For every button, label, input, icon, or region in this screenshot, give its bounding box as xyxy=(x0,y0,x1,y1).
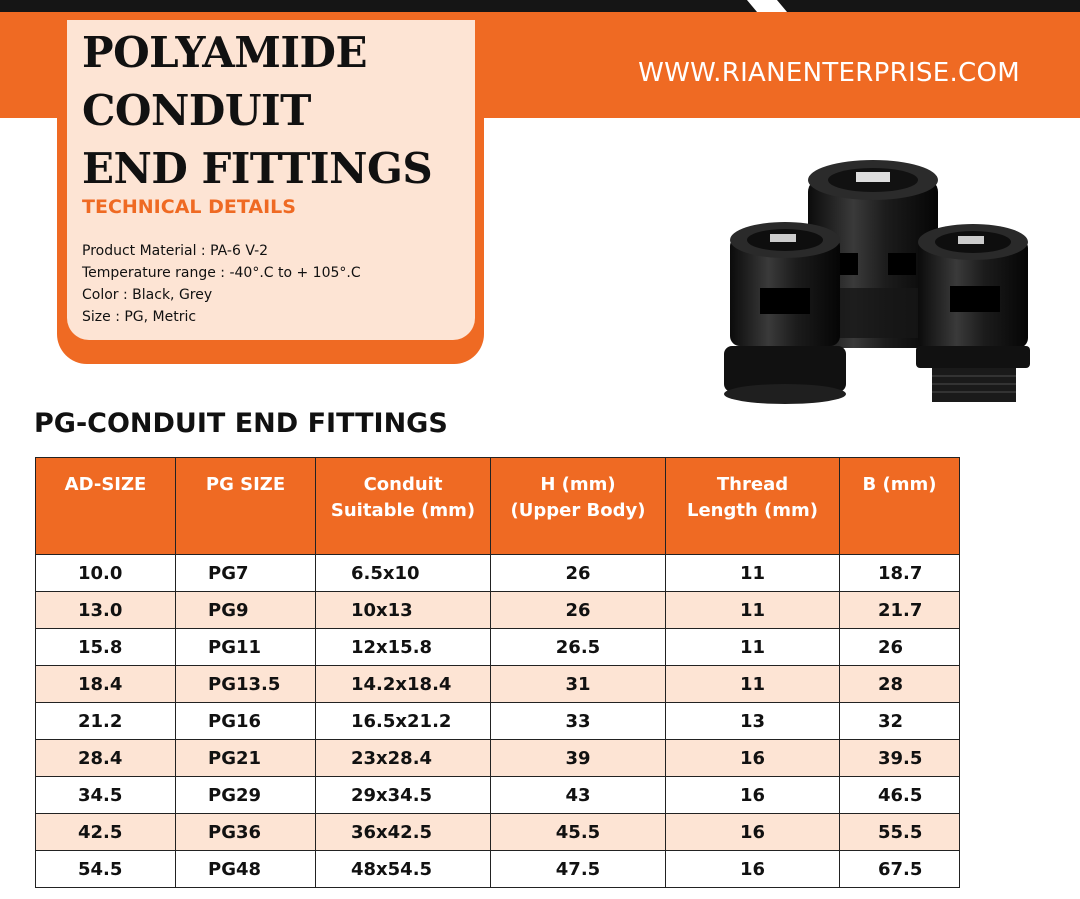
cell-conduit-suitable: 16.5x21.2 xyxy=(316,703,491,740)
col-header-pg-size: PG SIZE xyxy=(176,458,316,555)
spec-temperature: Temperature range : -40°.C to + 105°.C xyxy=(82,265,361,281)
cell-pg-size: PG16 xyxy=(176,703,316,740)
cell-h-mm: 43 xyxy=(491,777,666,814)
cell-thread-length: 13 xyxy=(666,703,840,740)
cell-thread-length: 11 xyxy=(666,555,840,592)
cell-conduit-suitable: 12x15.8 xyxy=(316,629,491,666)
cell-b-mm: 18.7 xyxy=(840,555,960,592)
right-fitting-icon xyxy=(916,224,1030,402)
cell-ad-size: 54.5 xyxy=(36,851,176,888)
cell-conduit-suitable: 23x28.4 xyxy=(316,740,491,777)
table-header-row xyxy=(36,458,960,555)
cell-ad-size: 18.4 xyxy=(36,666,176,703)
cell-ad-size: 28.4 xyxy=(36,740,176,777)
cell-pg-size: PG9 xyxy=(176,592,316,629)
cell-b-mm: 67.5 xyxy=(840,851,960,888)
spec-color: Color : Black, Grey xyxy=(82,287,213,303)
spec-size: Size : PG, Metric xyxy=(82,309,197,325)
website-url[interactable]: WWW.RIANENTERPRISE.COM xyxy=(638,58,1020,88)
section-heading: PG-CONDUIT END FITTINGS xyxy=(34,408,448,439)
cell-b-mm: 39.5 xyxy=(840,740,960,777)
table-row xyxy=(36,703,960,740)
cell-b-mm: 46.5 xyxy=(840,777,960,814)
top-strip xyxy=(0,0,1080,12)
cell-thread-length: 16 xyxy=(666,851,840,888)
cell-pg-size: PG7 xyxy=(176,555,316,592)
cell-h-mm: 31 xyxy=(491,666,666,703)
cell-pg-size: PG11 xyxy=(176,629,316,666)
table-row xyxy=(36,629,960,666)
cell-conduit-suitable: 48x54.5 xyxy=(316,851,491,888)
table-row xyxy=(36,666,960,703)
table-row xyxy=(36,555,960,592)
pg-fittings-table xyxy=(35,457,960,888)
cell-conduit-suitable: 10x13 xyxy=(316,592,491,629)
cell-ad-size: 42.5 xyxy=(36,814,176,851)
cell-b-mm: 55.5 xyxy=(840,814,960,851)
cell-conduit-suitable: 36x42.5 xyxy=(316,814,491,851)
cell-conduit-suitable: 29x34.5 xyxy=(316,777,491,814)
col-header-b-mm: B (mm) xyxy=(840,458,960,555)
cell-pg-size: PG13.5 xyxy=(176,666,316,703)
cell-pg-size: PG48 xyxy=(176,851,316,888)
cell-ad-size: 21.2 xyxy=(36,703,176,740)
cell-b-mm: 26 xyxy=(840,629,960,666)
cell-h-mm: 26 xyxy=(491,592,666,629)
cell-thread-length: 11 xyxy=(666,592,840,629)
title-line-1: POLYAMIDE xyxy=(82,28,367,77)
cell-b-mm: 21.7 xyxy=(840,592,960,629)
cell-thread-length: 16 xyxy=(666,740,840,777)
cell-thread-length: 16 xyxy=(666,777,840,814)
spec-material: Product Material : PA-6 V-2 xyxy=(82,243,269,259)
cell-h-mm: 33 xyxy=(491,703,666,740)
col-header-h-mm: H (mm) (Upper Body) xyxy=(491,458,666,555)
table-row xyxy=(36,851,960,888)
cell-ad-size: 10.0 xyxy=(36,555,176,592)
cell-h-mm: 45.5 xyxy=(491,814,666,851)
conduit-fittings-photo xyxy=(718,158,1048,408)
cell-pg-size: PG36 xyxy=(176,814,316,851)
cell-ad-size: 34.5 xyxy=(36,777,176,814)
cell-pg-size: PG21 xyxy=(176,740,316,777)
technical-details-subtitle: TECHNICAL DETAILS xyxy=(82,196,296,218)
cell-h-mm: 26 xyxy=(491,555,666,592)
cell-b-mm: 28 xyxy=(840,666,960,703)
cell-h-mm: 47.5 xyxy=(491,851,666,888)
cell-thread-length: 11 xyxy=(666,629,840,666)
cell-conduit-suitable: 6.5x10 xyxy=(316,555,491,592)
title-line-3: END FITTINGS xyxy=(82,144,433,193)
cell-ad-size: 13.0 xyxy=(36,592,176,629)
col-header-thread-length: Thread Length (mm) xyxy=(666,458,840,555)
cell-h-mm: 39 xyxy=(491,740,666,777)
table-row xyxy=(36,814,960,851)
cell-b-mm: 32 xyxy=(840,703,960,740)
table-row xyxy=(36,592,960,629)
col-header-conduit-suitable: Conduit Suitable (mm) xyxy=(316,458,491,555)
cell-pg-size: PG29 xyxy=(176,777,316,814)
cell-ad-size: 15.8 xyxy=(36,629,176,666)
col-header-ad-size: AD-SIZE xyxy=(36,458,176,555)
left-fitting-icon xyxy=(724,222,846,404)
table-row xyxy=(36,740,960,777)
cell-h-mm: 26.5 xyxy=(491,629,666,666)
table-row xyxy=(36,777,960,814)
cell-thread-length: 16 xyxy=(666,814,840,851)
cell-conduit-suitable: 14.2x18.4 xyxy=(316,666,491,703)
title-line-2: CONDUIT xyxy=(82,86,311,135)
cell-thread-length: 11 xyxy=(666,666,840,703)
